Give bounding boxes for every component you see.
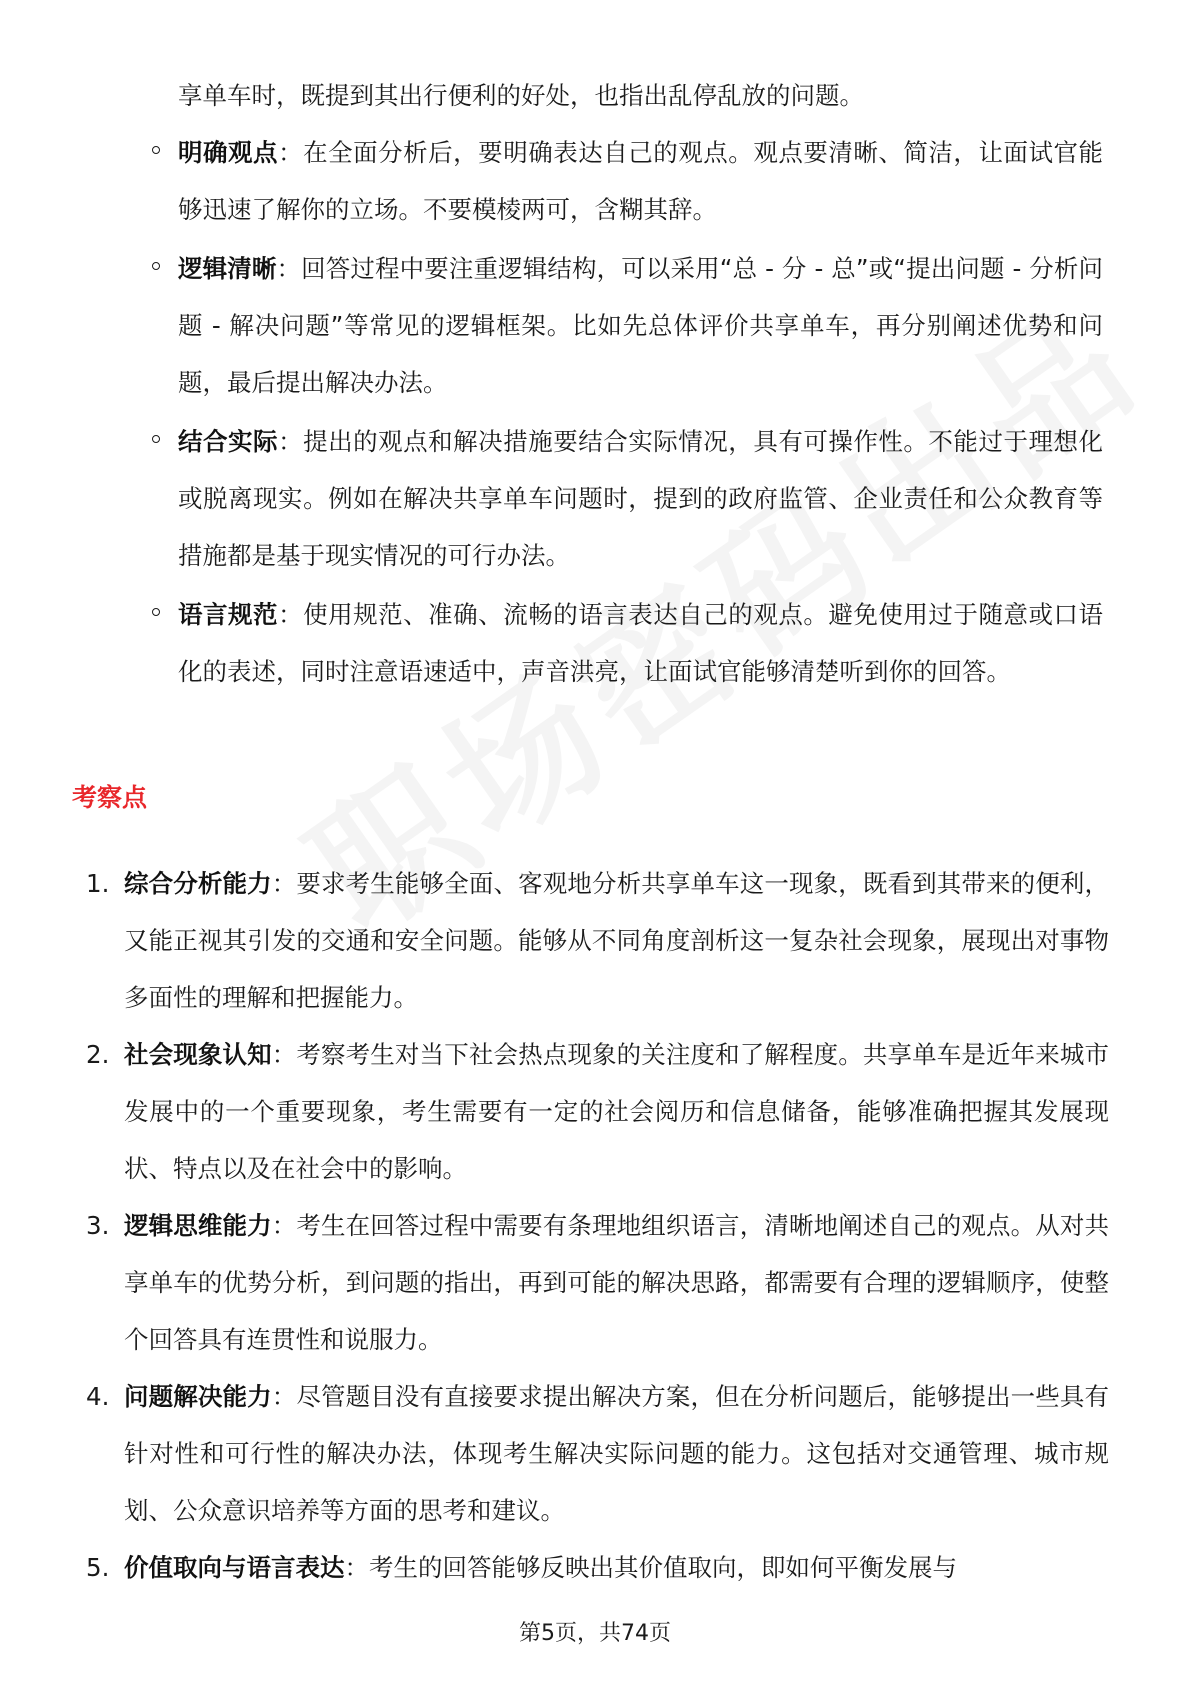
item-sep: ：: [278, 138, 304, 167]
item-term: 问题解决能力: [124, 1382, 272, 1411]
hollow-circle-bullet-icon: [152, 435, 160, 443]
list-item: [0, 586, 1190, 700]
section-title: 考察点: [72, 783, 148, 812]
item-number: 3.: [86, 1211, 110, 1240]
item-term: 综合分析能力: [124, 869, 272, 898]
list-item: [0, 1026, 1190, 1197]
item-term: 语言规范: [178, 600, 279, 629]
list-item: [0, 855, 1190, 1026]
item-number: 1.: [86, 869, 110, 898]
hollow-circle-bullet-icon: [152, 146, 160, 154]
list-item: [0, 240, 1190, 411]
list-item: [0, 413, 1190, 584]
list-item: [0, 1368, 1190, 1539]
item-sep: ：: [271, 1211, 297, 1240]
bullet-list: [0, 124, 1190, 700]
item-text: 考察考生对当下社会热点现象的关注度和了解程度。共享单车是近年来城市发展中的一个重要现象，考生需要有一定的社会阅历和信息储备，能够准确把握其发展现状、特点以及在社会中的影响。: [124, 1040, 1110, 1183]
hollow-circle-bullet-icon: [152, 608, 160, 616]
item-sep: ：: [344, 1553, 369, 1582]
item-number: 4.: [86, 1382, 110, 1411]
item-sep: ：: [276, 254, 302, 283]
item-text: 尽管题目没有直接要求提出解决方案，但在分析问题后，能够提出一些具有针对性和可行性的解决办法，体现考生解决实际问题的能力。这包括对交通管理、城市规划、公众意识培养等方面的思考和建议。: [124, 1382, 1110, 1525]
item-sep: ：: [271, 1040, 297, 1069]
item-sep: ：: [271, 1382, 297, 1411]
item-term: 逻辑清晰: [178, 254, 277, 283]
item-text: 回答过程中要注重逻辑结构，可以采用“总 - 分 - 总”或“提出问题 - 分析问题 - 解决问题”等常见的逻辑框架。比如先总体评价共享单车，再分别阐述优势和问题，最后提出解决办法。: [178, 254, 1104, 397]
item-term: 价值取向与语言表达: [124, 1553, 345, 1582]
item-sep: ：: [278, 600, 304, 629]
item-term: 逻辑思维能力: [124, 1211, 272, 1240]
numbered-list: [0, 855, 1190, 1596]
item-term: 结合实际: [178, 427, 279, 456]
item-text: 在全面分析后，要明确表达自己的观点。观点要清晰、简洁，让面试官能够迅速了解你的立场。不要模棱两可，含糊其辞。: [178, 138, 1104, 224]
item-text: 要求考生能够全面、客观地分析共享单车这一现象，既看到其带来的便利，又能正视其引发的交通和安全问题。能够从不同角度剖析这一复杂社会现象，展现出对事物多面性的理解和把握能力。: [124, 869, 1110, 1012]
item-sep: ：: [278, 427, 304, 456]
list-item: [0, 1197, 1190, 1368]
item-text: 使用规范、准确、流畅的语言表达自己的观点。避免使用过于随意或口语化的表述，同时注意语速适中，声音洪亮，让面试官能够清楚听到你的回答。: [178, 600, 1104, 686]
list-item: [0, 1539, 1190, 1596]
item-text: 提出的观点和解决措施要结合实际情况，具有可操作性。不能过于理想化或脱离现实。例如在解决共享单车问题时，提到的政府监管、企业责任和公众教育等措施都是基于现实情况的可行办法。: [178, 427, 1104, 570]
item-term: 明确观点: [178, 138, 279, 167]
hollow-circle-bullet-icon: [152, 262, 160, 270]
item-text: 考生的回答能够反映出其价值取向，即如何平衡发展与: [369, 1553, 957, 1582]
list-item: [0, 124, 1190, 238]
item-number: 2.: [86, 1040, 110, 1069]
item-text: 考生在回答过程中需要有条理地组织语言，清晰地阐述自己的观点。从对共享单车的优势分析，到问题的指出，再到可能的解决思路，都需要有合理的逻辑顺序，使整个回答具有连贯性和说服力。: [124, 1211, 1110, 1354]
page-footer: 第5页，共74页: [519, 1621, 671, 1646]
item-number: 5.: [86, 1553, 110, 1582]
item-term: 社会现象认知: [124, 1040, 272, 1069]
continuation-text: 享单车时，既提到其出行便利的好处，也指出乱停乱放的问题。: [178, 81, 864, 110]
item-sep: ：: [271, 869, 297, 898]
